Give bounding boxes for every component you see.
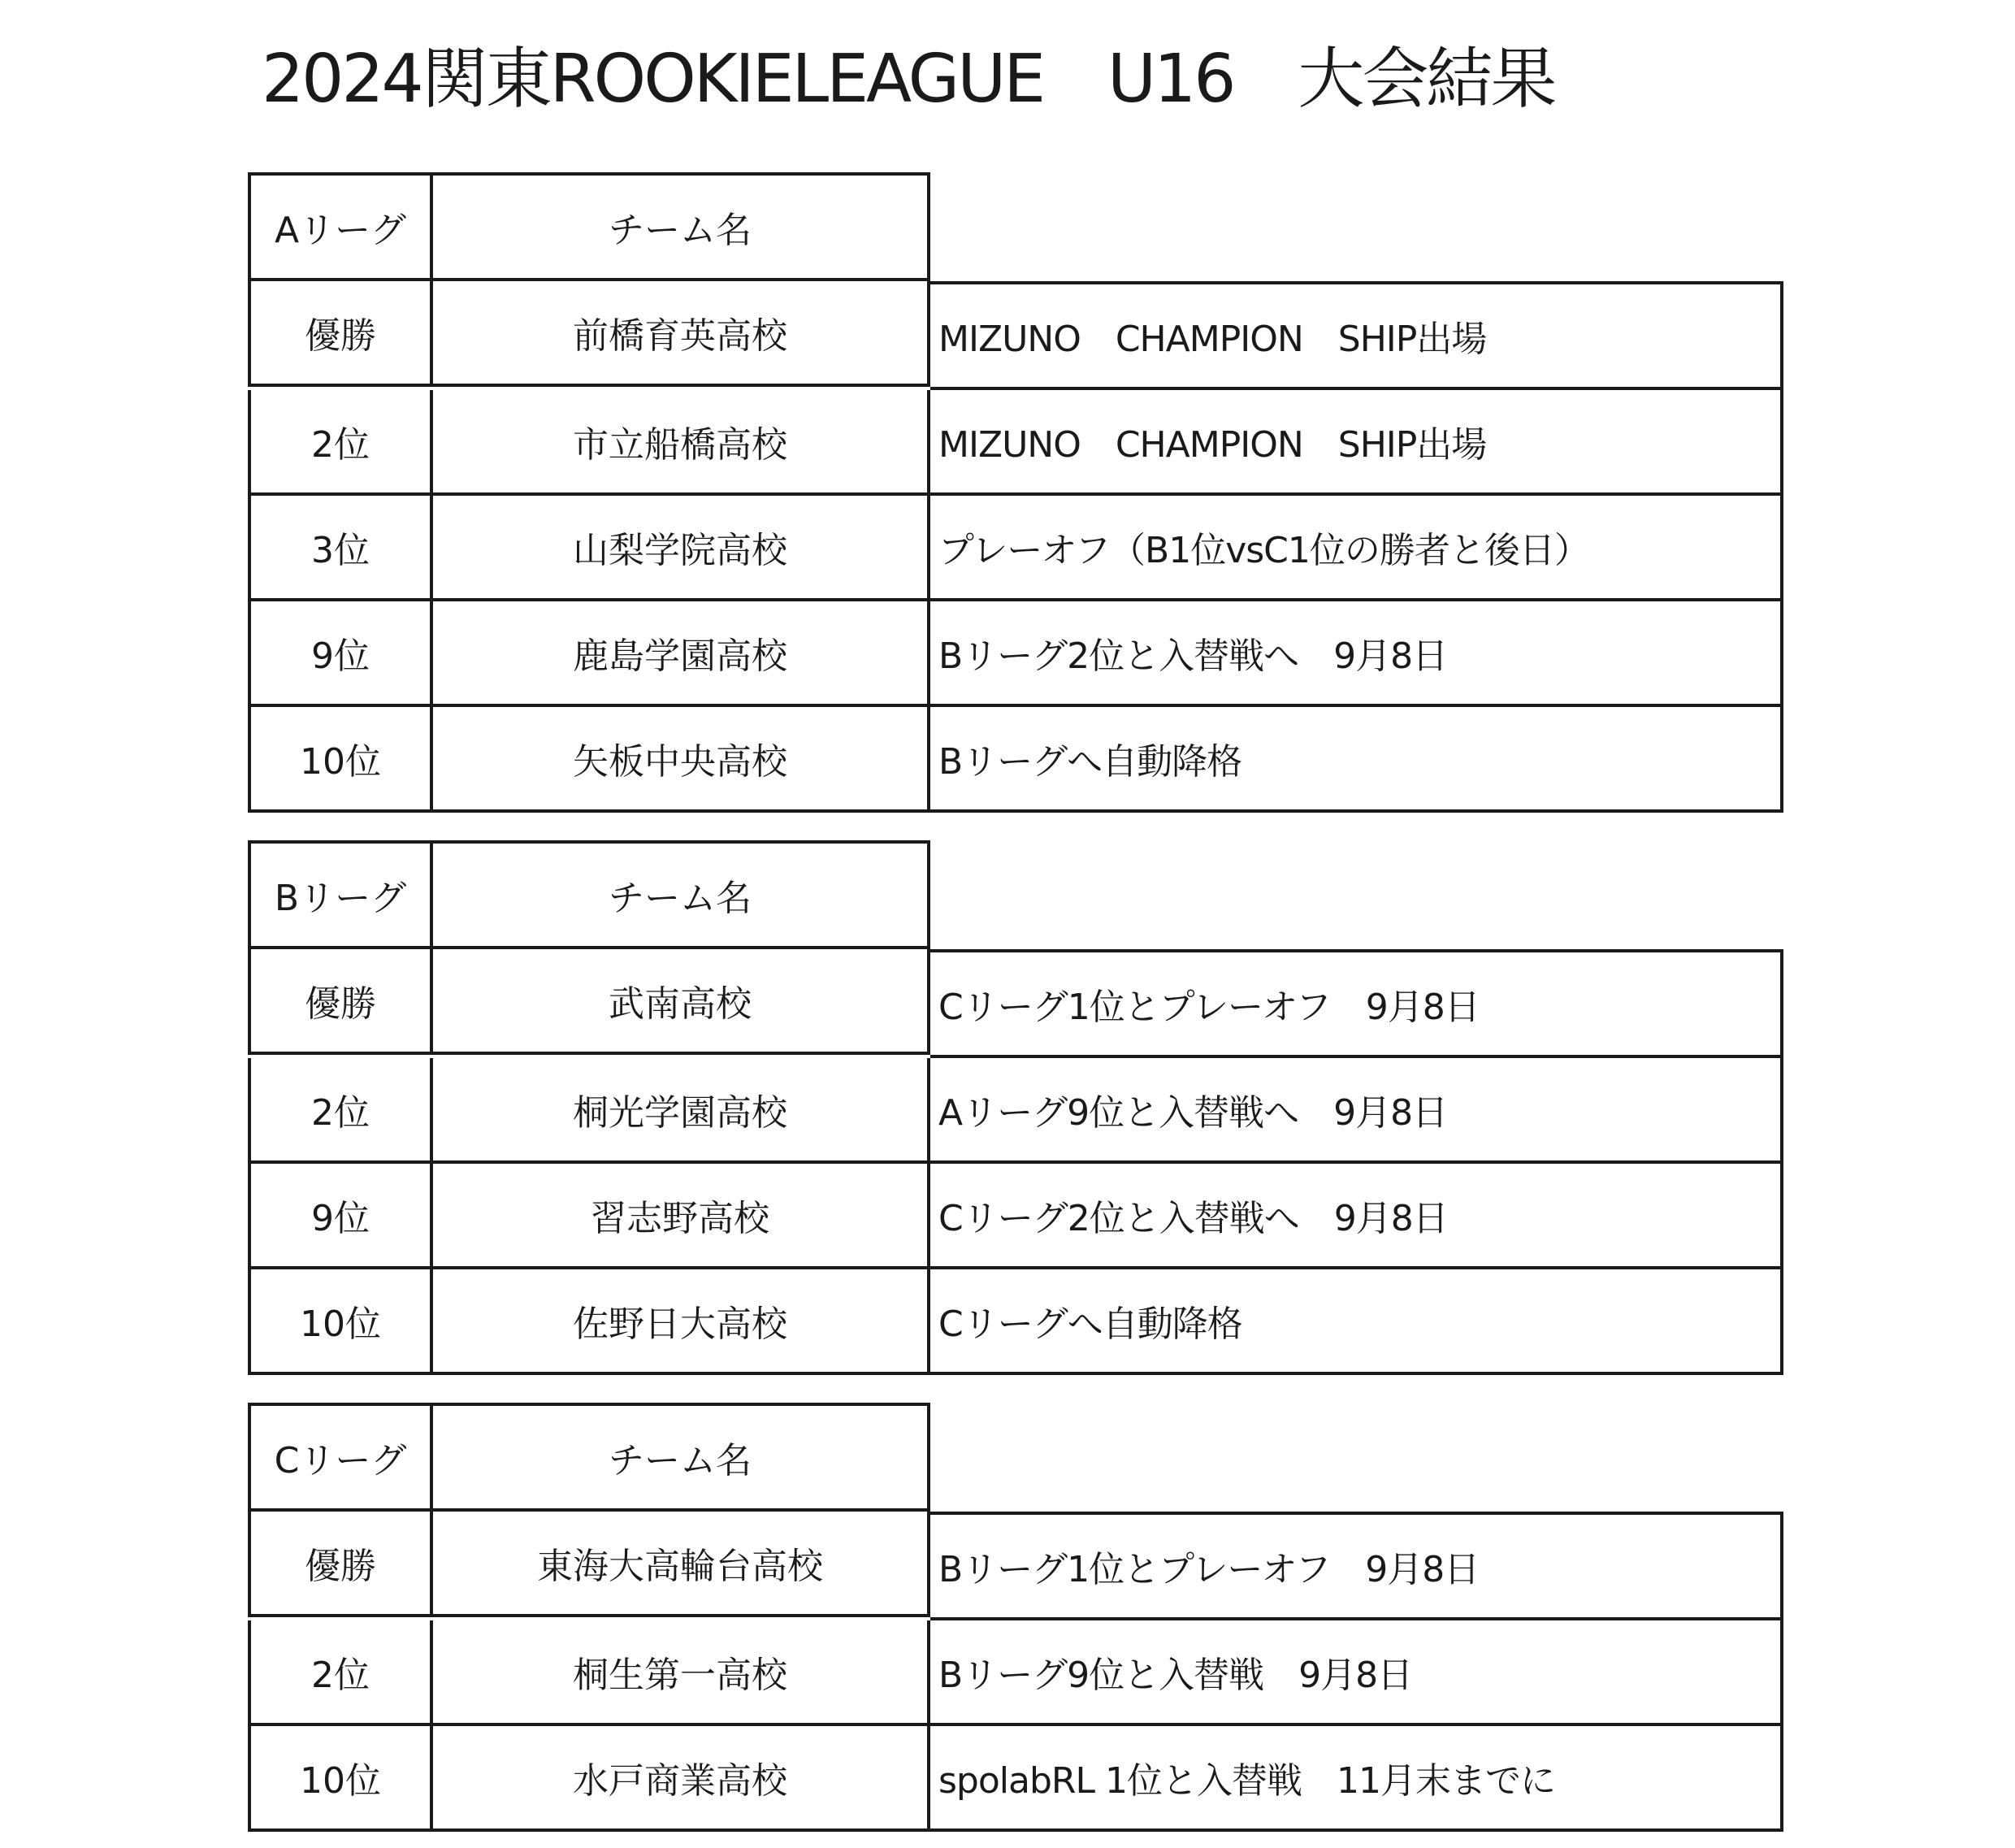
page-title: 2024関東ROOKIELEAGUE U16 大会結果 — [262, 41, 1555, 118]
rank-cell: 優勝 — [248, 1512, 433, 1617]
rank-cell: 10位 — [248, 707, 433, 813]
table-header — [248, 1403, 1783, 1512]
rank-cell: 10位 — [248, 1726, 433, 1832]
team-cell: 矢板中央高校 — [433, 707, 930, 813]
table-row — [248, 496, 1783, 601]
team-cell: 桐生第一高校 — [433, 1620, 930, 1726]
rank-cell: 優勝 — [248, 949, 433, 1055]
rank-cell: 9位 — [248, 1164, 433, 1269]
table-row — [248, 707, 1783, 813]
team-cell: 前橋育英高校 — [433, 281, 930, 387]
league-name: Cリーグ — [248, 1403, 433, 1512]
note-cell: MIZUNO CHAMPION SHIP出場 — [930, 390, 1783, 496]
team-cell: 水戸商業高校 — [433, 1726, 930, 1832]
rank-cell: 2位 — [248, 390, 433, 496]
note-cell: Cリーグ1位とプレーオフ 9月8日 — [930, 949, 1783, 1058]
table-row — [248, 601, 1783, 707]
note-cell: spolabRL 1位と入替戦 11月末までに — [930, 1726, 1783, 1832]
team-cell: 市立船橋高校 — [433, 390, 930, 496]
team-cell: 佐野日大高校 — [433, 1269, 930, 1375]
table-row — [248, 1512, 1783, 1620]
rank-cell: 10位 — [248, 1269, 433, 1375]
team-column-header: チーム名 — [433, 1403, 930, 1512]
league-c-table — [248, 1403, 1783, 1832]
note-cell: MIZUNO CHAMPION SHIP出場 — [930, 281, 1783, 390]
table-row — [248, 1726, 1783, 1832]
table-row — [248, 949, 1783, 1058]
league-b-table — [248, 840, 1783, 1375]
table-row — [248, 281, 1783, 390]
team-cell: 武南高校 — [433, 949, 930, 1055]
rank-cell: 3位 — [248, 496, 433, 601]
team-cell: 習志野高校 — [433, 1164, 930, 1269]
table-row — [248, 1269, 1783, 1375]
rank-cell: 優勝 — [248, 281, 433, 387]
rank-cell: 2位 — [248, 1620, 433, 1726]
table-header — [248, 172, 1783, 281]
team-cell: 東海大高輪台高校 — [433, 1512, 930, 1617]
table-row — [248, 1620, 1783, 1726]
team-cell: 鹿島学園高校 — [433, 601, 930, 707]
note-cell: Bリーグ1位とプレーオフ 9月8日 — [930, 1512, 1783, 1620]
league-a-table — [248, 172, 1783, 813]
rank-cell: 9位 — [248, 601, 433, 707]
table-row — [248, 390, 1783, 496]
note-cell: プレーオフ（B1位vsC1位の勝者と後日） — [930, 496, 1783, 601]
note-cell: Cリーグ2位と入替戦へ 9月8日 — [930, 1164, 1783, 1269]
note-cell: Bリーグへ自動降格 — [930, 707, 1783, 813]
table-row — [248, 1164, 1783, 1269]
team-cell: 山梨学院高校 — [433, 496, 930, 601]
rank-cell: 2位 — [248, 1058, 433, 1164]
table-row — [248, 1058, 1783, 1164]
team-cell: 桐光学園高校 — [433, 1058, 930, 1164]
league-name: Bリーグ — [248, 840, 433, 949]
team-column-header: チーム名 — [433, 840, 930, 949]
note-cell: Cリーグへ自動降格 — [930, 1269, 1783, 1375]
table-header — [248, 840, 1783, 949]
note-cell: Bリーグ2位と入替戦へ 9月8日 — [930, 601, 1783, 707]
note-cell: Bリーグ9位と入替戦 9月8日 — [930, 1620, 1783, 1726]
league-name: Aリーグ — [248, 172, 433, 281]
note-cell: Aリーグ9位と入替戦へ 9月8日 — [930, 1058, 1783, 1164]
team-column-header: チーム名 — [433, 172, 930, 281]
